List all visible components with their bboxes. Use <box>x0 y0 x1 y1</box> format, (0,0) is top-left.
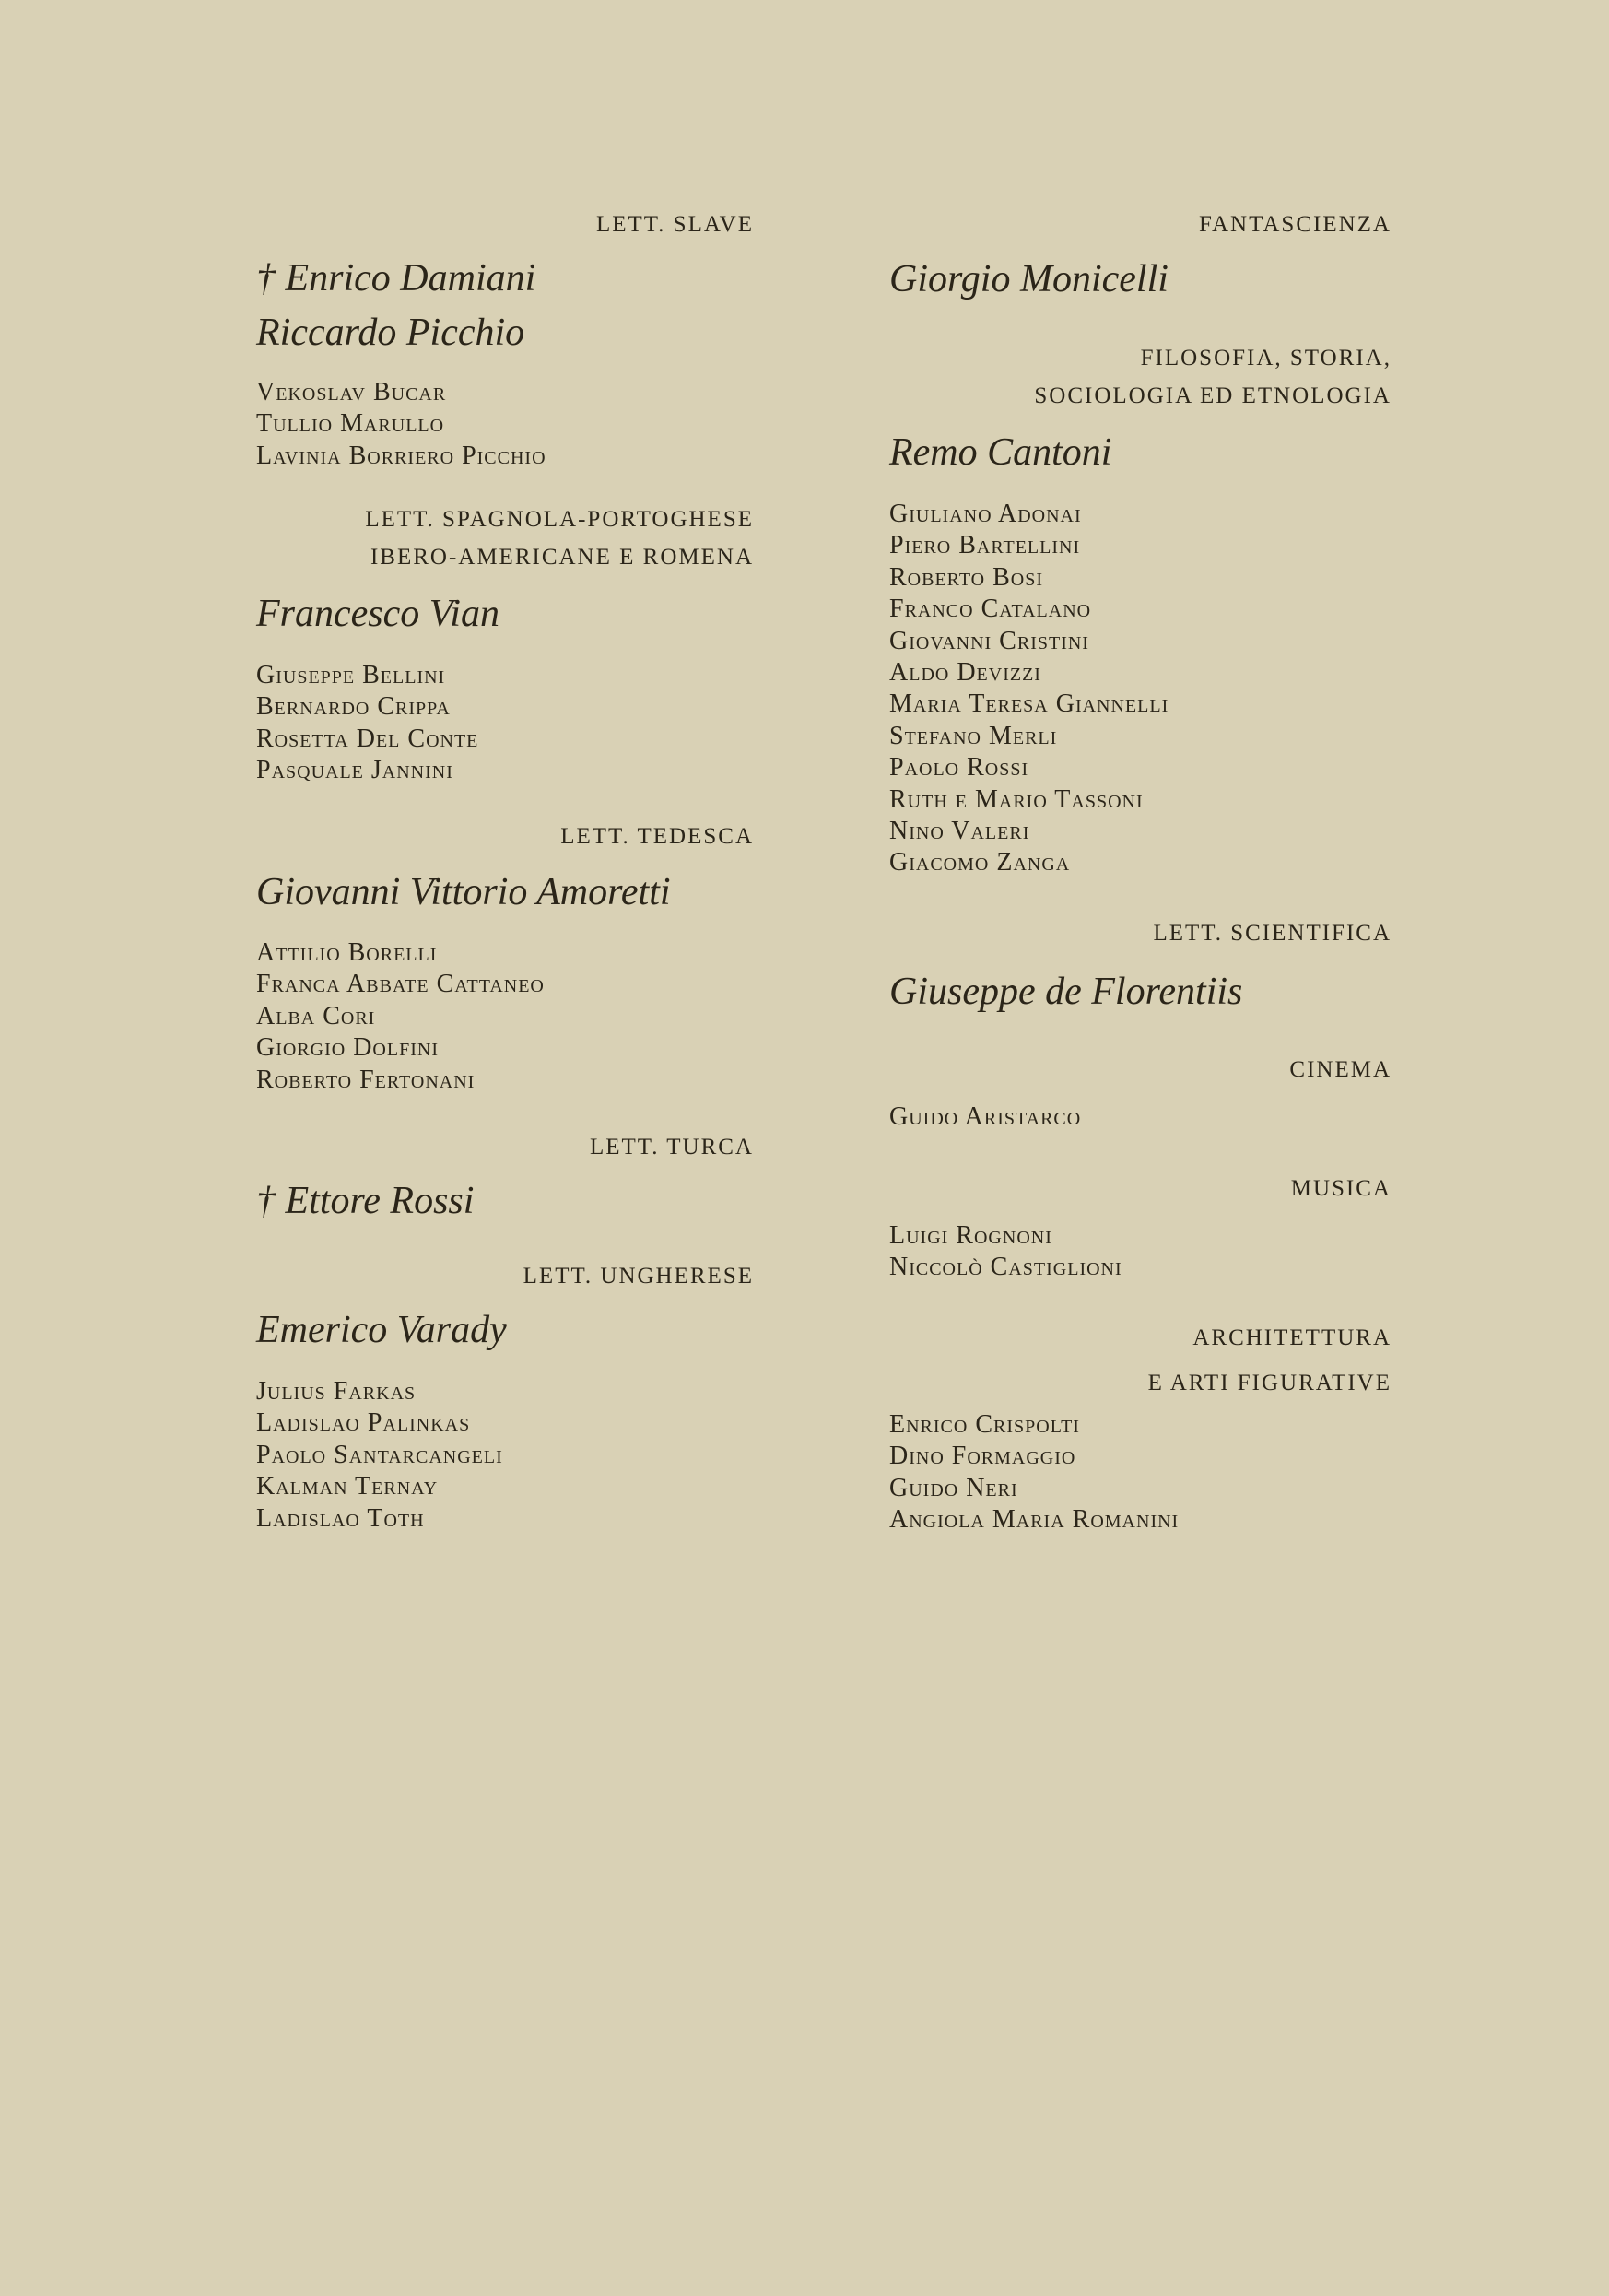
section-heading: ARCHITETTURA <box>1192 1325 1392 1350</box>
section-heading: LETT. TURCA <box>589 1135 754 1160</box>
contributor: Pasquale Jannini <box>256 756 453 785</box>
contributor: Angiola Maria Romanini <box>889 1505 1180 1535</box>
section-editor: Remo Cantoni <box>889 431 1112 474</box>
contributor-list <box>256 937 545 1096</box>
contributor: Bernardo Crippa <box>256 692 451 722</box>
contributor: Giovanni Cristini <box>889 626 1089 655</box>
contributor-list <box>889 1409 1179 1537</box>
contributor: Luigi Rognoni <box>889 1221 1052 1250</box>
contributor: Stefano Merli <box>889 721 1058 750</box>
contributor: Aldo Devizzi <box>889 658 1041 688</box>
section-editor: Emerico Varady <box>256 1309 507 1351</box>
section-heading: LETT. SLAVE <box>595 212 754 237</box>
contributor: Franco Catalano <box>889 595 1092 624</box>
section-editor: Riccardo Picchio <box>256 312 525 354</box>
contributor: Julius Farkas <box>256 1377 417 1406</box>
contributor: Rosetta Del Conte <box>256 724 479 753</box>
contributor: Kalman Ternay <box>256 1472 439 1501</box>
contributor: Maria Teresa Giannelli <box>889 689 1169 719</box>
contributor: Lavinia Borriero Picchio <box>256 441 546 470</box>
contributor: Giacomo Zanga <box>889 848 1071 877</box>
contributor: Giuseppe Bellini <box>256 661 446 689</box>
contributor-list <box>889 1101 1081 1133</box>
section-heading: LETT. UNGHERESE <box>523 1264 754 1289</box>
contributor: Attilio Borelli <box>256 938 438 967</box>
section-editor: † Enrico Damiani <box>256 257 536 300</box>
contributor: Ruth e Mario Tassoni <box>889 784 1144 814</box>
contributor-list <box>256 377 546 472</box>
contributor: Ladislao Toth <box>256 1503 425 1533</box>
contributor: Enrico Crispolti <box>889 1410 1080 1439</box>
section-editor: Giovanni Vittorio Amoretti <box>256 871 671 913</box>
section-editor: Giorgio Monicelli <box>889 258 1169 300</box>
contributor-list <box>256 1376 503 1535</box>
contributor: Paolo Santarcangeli <box>256 1440 503 1469</box>
contributor-list <box>256 660 478 787</box>
contributor: Ladislao Palinkas <box>256 1408 471 1438</box>
contributor: Paolo Rossi <box>889 753 1029 783</box>
section-heading: SOCIOLOGIA ED ETNOLOGIA <box>1034 383 1392 408</box>
contributor-list <box>889 499 1169 879</box>
contributor: Niccolò Castiglioni <box>889 1253 1122 1282</box>
section-heading: FANTASCIENZA <box>1198 212 1392 237</box>
contributor: Nino Valeri <box>889 817 1030 846</box>
section-editor: Giuseppe de Florentiis <box>889 971 1243 1013</box>
section-heading: IBERO-AMERICANE E ROMENA <box>370 545 754 570</box>
section-heading: E ARTI FIGURATIVE <box>1147 1371 1392 1395</box>
contributor: Giuliano Adonai <box>889 500 1082 528</box>
contributor: Guido Aristarco <box>889 1102 1082 1131</box>
contributor: Alba Cori <box>256 1001 376 1030</box>
contributor: Tullio Marullo <box>256 409 445 439</box>
contributor: Roberto Bosi <box>889 562 1044 592</box>
contributor: Dino Formaggio <box>889 1442 1076 1471</box>
section-heading: MUSICA <box>1290 1176 1392 1201</box>
contributor: Guido Neri <box>889 1473 1018 1502</box>
contributor: Vekoslav Bucar <box>256 378 447 406</box>
contributor: Piero Bartellini <box>889 531 1081 560</box>
section-editor: † Ettore Rossi <box>256 1180 475 1222</box>
section-heading: LETT. TEDESCA <box>560 824 754 849</box>
section-editor: Francesco Vian <box>256 593 499 635</box>
contributor-list <box>889 1220 1122 1284</box>
contributor: Roberto Fertonani <box>256 1065 476 1094</box>
contributor: Franca Abbate Cattaneo <box>256 970 545 999</box>
section-heading: FILOSOFIA, STORIA, <box>1140 346 1392 371</box>
contributor: Giorgio Dolfini <box>256 1033 439 1063</box>
section-heading: LETT. SPAGNOLA-PORTOGHESE <box>365 507 754 532</box>
section-heading: LETT. SCIENTIFICA <box>1153 921 1392 946</box>
section-heading: CINEMA <box>1289 1057 1392 1082</box>
